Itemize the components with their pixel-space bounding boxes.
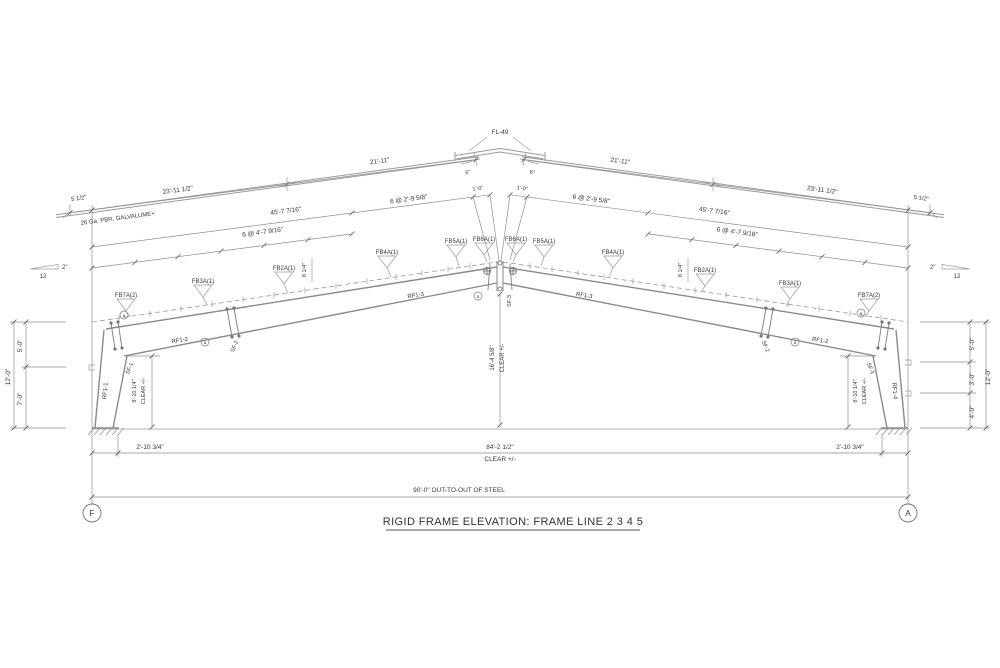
- brace-offset-dim-left: 8 1/4": [302, 262, 308, 278]
- brace-label: FB7A(2): [114, 293, 138, 299]
- bottom-dimensions: [90, 434, 911, 500]
- purlin-upper-dim-right: 6 @ 2'-9 5/8": [572, 193, 611, 206]
- eave-splice-label-right: SF-1: [864, 361, 875, 376]
- eave-splice-label-left: SF-1: [125, 361, 136, 376]
- brace-label: FB4A(1): [375, 250, 399, 256]
- ridge-splice-pin-bottom: [498, 287, 502, 291]
- column-right-label: RF1-4: [890, 382, 898, 400]
- slope-rise-label: 2": [930, 265, 936, 271]
- brace-label: FB7A(2): [857, 293, 881, 299]
- eave-clear-dim-right: 8'-10 1/4": [853, 379, 859, 403]
- rafter-inner-right-label: RF1-3: [575, 291, 593, 301]
- brace-label: FB3A(1): [778, 281, 802, 287]
- slope-run-label: 12: [39, 274, 47, 280]
- rafter-splice-label-left: SF-2: [230, 339, 241, 354]
- ridge-lap-dim-right: 6": [529, 169, 536, 177]
- purlin-lower-dim-right: 6 @ 4'-7 9/16": [716, 226, 759, 239]
- panel-lower-dim-left: 23'-11 1/2": [162, 185, 194, 196]
- panel-upper-dim-right: 21'-11": [609, 156, 631, 167]
- ridge-splice-pin-top: [498, 261, 502, 265]
- detail-marker-letter: a: [203, 340, 207, 345]
- right-height-dimensions: [920, 320, 992, 431]
- right-girt-mid-dim: 3'-0": [969, 372, 976, 386]
- panel-lower-dim-right: 23'-11 1/2": [806, 185, 838, 196]
- slope-run-label: 12: [953, 274, 961, 280]
- detail-marker-letter: a: [476, 294, 480, 299]
- right-eave-height-dim: 12'-0": [985, 368, 992, 386]
- eave-clear-note-right: CLEAR +/-: [862, 377, 868, 405]
- dim-ticks-roof: [68, 157, 936, 271]
- brace-label: FB5A(1): [444, 239, 468, 245]
- ridge-cap-label: FL-49: [491, 129, 509, 136]
- center-clear-note: CLEAR +/-: [500, 343, 506, 373]
- dim-band-panels: [63, 156, 937, 218]
- grid-letter-right: A: [905, 509, 911, 518]
- ridge-splice-label: SF-3: [507, 295, 513, 307]
- base-offset-dim-left: 2'-10 3/4": [136, 444, 164, 451]
- grid-letter-left: F: [89, 509, 95, 518]
- ridge-splice-plates: [488, 261, 512, 291]
- dim-band-purlin-spacing: [92, 234, 908, 268]
- eave-clear-dim-left: 8'-10 1/4": [132, 379, 138, 403]
- ridge-offset-dim-right: 1'-0": [516, 185, 528, 193]
- flag-shapes-left: [114, 243, 493, 317]
- right-dim-lines: [920, 322, 990, 428]
- brace-offset-dim-right: 8 1/4": [678, 262, 684, 278]
- purlin-lower-dim-left: 6 @ 4'-7 9/16": [241, 226, 284, 239]
- right-girt-bot-dim: 4'-0": [969, 405, 976, 419]
- rafter-outer-right-label: RF1-2: [811, 336, 829, 346]
- slope-triangle-right: [942, 264, 970, 269]
- detail-marker-letter: a: [859, 311, 863, 316]
- out-to-out-dim: 90'-0" OUT-TO-OUT OF STEEL: [413, 487, 505, 494]
- panel-lap-marks: [277, 177, 723, 191]
- brace-label: FB4A(1): [601, 250, 625, 256]
- flag-shapes-right: [507, 243, 881, 317]
- left-eave-height-dim: 12'-0": [5, 368, 12, 386]
- purlin-upper-dim-left: 6 @ 2'-9 5/8": [389, 193, 428, 206]
- left-girt-lower-dim: 7'-0": [17, 392, 24, 406]
- detail-marker-letter: a: [122, 313, 126, 318]
- overhang-dim-right: 5 1/2": [913, 195, 930, 203]
- clear-span-note: CLEAR +/-: [484, 456, 516, 463]
- rafter-inner-left-label: RF1-3: [407, 291, 425, 301]
- roof-slope-symbols: [30, 264, 970, 280]
- left-girt-upper-dim: 5'-0": [17, 339, 24, 353]
- eave-clear-note-left: CLEAR +/-: [141, 377, 147, 405]
- roof-dimension-labels: [71, 129, 929, 277]
- column-left-label: RF1-1: [102, 382, 110, 400]
- brace-label: FB6A(1): [472, 237, 496, 243]
- ridge-offset-dim-left: 1'-0": [472, 185, 484, 193]
- right-girt-top-dim: 5'-0": [969, 337, 976, 351]
- brace-label: FB3A(1): [191, 279, 215, 285]
- dim-band-halfspan: [92, 195, 908, 247]
- slope-triangle-left: [30, 264, 58, 269]
- panel-upper-dim-left: 21'-11": [369, 156, 391, 167]
- overhang-dim-left: 5 1/2": [70, 195, 87, 203]
- half-span-dim-left: 45'-7 7/16": [269, 206, 302, 218]
- center-clear-dim: 16'-4 5/8": [490, 345, 496, 371]
- ridge-lap-dim-left: 6": [464, 169, 471, 177]
- clear-span-dim: 84'-2 1/2": [486, 444, 514, 451]
- brace-offset-lines: [312, 258, 688, 282]
- roof-panel-lines: [56, 137, 944, 218]
- slope-rise-label: 2": [62, 265, 68, 271]
- left-height-dimensions: [5, 320, 66, 431]
- brace-label: FB2A(1): [693, 268, 717, 274]
- left-dim-lines: [10, 322, 66, 428]
- rafter-splice-label-right: SF-2: [759, 339, 770, 354]
- half-span-dim-right: 45'-7 7/16": [698, 206, 731, 218]
- clear-height-dimensions: [126, 292, 874, 430]
- drawing-title: RIGID FRAME ELEVATION: FRAME LINE 2 3 4 5: [382, 516, 644, 528]
- rafter-outer-left-label: RF1-2: [171, 336, 189, 346]
- brace-label: FB6A(1): [504, 237, 528, 243]
- drawing-title-block: [383, 516, 644, 530]
- ridge-lap-marks: [461, 153, 539, 167]
- ridge-cap-flashing: [455, 149, 545, 162]
- brace-label: FB2A(1): [272, 266, 296, 272]
- detail-marker-letter: a: [793, 340, 797, 345]
- base-offset-dim-right: 2'-10 3/4": [836, 444, 864, 451]
- roof-panel-note: 26 Ga. PBR, GALVALUME+: [80, 211, 156, 227]
- brace-label: FB5A(1): [532, 239, 556, 245]
